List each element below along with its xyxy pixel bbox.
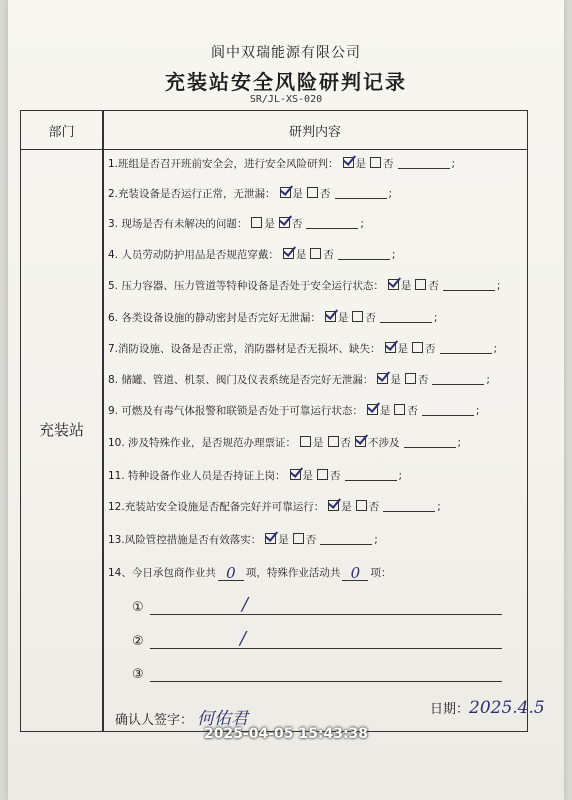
- checkbox-label-no: 否: [428, 280, 439, 292]
- separator: ;: [437, 501, 441, 513]
- entry-line-3[interactable]: [132, 667, 144, 682]
- checkbox-no[interactable]: [356, 500, 367, 511]
- checkbox-label-yes: 是: [379, 405, 391, 417]
- checkbox-no[interactable]: [293, 533, 304, 544]
- checkbox-label-no: 否: [320, 188, 331, 200]
- note-blank[interactable]: [320, 533, 372, 545]
- header-content: 研判内容: [288, 125, 341, 140]
- entry-mark: /: [240, 628, 247, 649]
- date-row: [430, 698, 545, 718]
- checkbox-label-yes: 是: [264, 218, 275, 230]
- checkbox-na[interactable]: [355, 436, 366, 447]
- item-text: 3. 现场是否有未解决的问题：: [108, 218, 248, 230]
- entry-rule: [150, 614, 502, 615]
- checkbox-no[interactable]: [405, 373, 416, 384]
- note-blank[interactable]: [345, 469, 397, 481]
- checkbox-no[interactable]: [307, 187, 318, 198]
- checkbox-label-no: 否: [425, 343, 436, 355]
- checkbox-no[interactable]: [328, 436, 339, 447]
- checklist-item: [108, 404, 479, 418]
- item-text: 2.充装设备是否运行正常，无泄漏：: [108, 188, 276, 200]
- checkbox-label-no: 否: [330, 470, 341, 482]
- department-cell: 充装站: [38, 421, 84, 439]
- checkbox-yes[interactable]: [300, 436, 311, 447]
- signature-label: 确认人签字：: [115, 713, 194, 728]
- special-count[interactable]: 0: [342, 566, 368, 581]
- note-blank[interactable]: [383, 500, 435, 512]
- note-blank[interactable]: [338, 248, 390, 260]
- checkbox-no[interactable]: [352, 311, 363, 322]
- item-text: 4. 人员劳动防护用品是否规范穿戴：: [108, 249, 279, 261]
- note-blank[interactable]: [306, 217, 358, 229]
- entry-line-1[interactable]: [132, 594, 249, 615]
- checklist-item: [108, 342, 497, 356]
- checkbox-label-yes: 是: [390, 374, 401, 386]
- checkbox-label-yes: 是: [295, 249, 307, 261]
- checkbox-label-no: 否: [291, 218, 303, 230]
- item-text: 13.风险管控措施是否有效落实：: [108, 534, 262, 546]
- entry-label: ①: [132, 600, 144, 615]
- note-blank[interactable]: [422, 404, 474, 416]
- checklist-item: [108, 469, 402, 483]
- note-blank[interactable]: [432, 373, 484, 385]
- separator: ;: [451, 158, 456, 170]
- item-text: 12.充装站安全设施是否配备完好并可靠运行：: [108, 501, 325, 513]
- separator: ;: [493, 343, 498, 355]
- checklist-item: [108, 373, 490, 387]
- item-text: 8. 储罐、管道、机泵、阀门及仪表系统是否完好无泄漏：: [108, 374, 374, 386]
- item-14-suffix: 项：: [370, 567, 392, 579]
- signature[interactable]: 何佑君: [197, 709, 249, 729]
- item-14: [108, 566, 391, 581]
- checkbox-no[interactable]: [310, 248, 321, 259]
- separator: ;: [398, 470, 403, 482]
- checkbox-yes[interactable]: [367, 404, 378, 415]
- checkbox-label-no: 否: [383, 158, 394, 170]
- entry-mark: /: [242, 594, 249, 615]
- checkbox-yes[interactable]: [388, 279, 399, 290]
- date-value[interactable]: 2025.4.5: [469, 698, 545, 718]
- checkbox-label-no: 否: [407, 405, 418, 417]
- entry-label: ②: [132, 634, 144, 649]
- checkbox-label-no: 否: [368, 501, 380, 513]
- checkbox-label-yes: 是: [278, 534, 289, 546]
- table-header: [21, 111, 527, 150]
- item-text: 11. 特种设备作业人员是否持证上岗：: [108, 470, 286, 482]
- column-divider: [102, 111, 104, 731]
- checkbox-label-na: 不涉及: [368, 437, 400, 449]
- contractor-count[interactable]: 0: [218, 566, 244, 581]
- checkbox-label-yes: 是: [302, 470, 314, 482]
- separator: ;: [360, 218, 364, 230]
- item-text: 1.班组是否召开班前安全会，进行安全风险研判：: [108, 158, 339, 170]
- separator: ;: [391, 249, 396, 261]
- item-14-mid: 项，特殊作业活动共: [245, 567, 341, 579]
- checkbox-label-yes: 是: [292, 188, 304, 200]
- note-blank[interactable]: [443, 279, 495, 291]
- timestamp-watermark: 2025-04-05 15:43:38: [203, 726, 369, 742]
- company-name: 阆中双瑞能源有限公司: [211, 45, 361, 61]
- header-department: 部门: [48, 125, 75, 140]
- item-14-prefix: 14、今日承包商作业共: [108, 567, 216, 579]
- item-text: 9. 可燃及有毒气体报警和联锁是否处于可靠运行状态：: [108, 405, 363, 417]
- checklist-item: [108, 436, 461, 450]
- separator: ;: [486, 374, 490, 386]
- checkbox-yes[interactable]: [385, 342, 396, 353]
- checkbox-no[interactable]: [370, 157, 381, 168]
- note-blank[interactable]: [404, 436, 456, 448]
- entry-line-2[interactable]: [132, 628, 247, 649]
- note-blank[interactable]: [440, 342, 492, 354]
- checklist-item: [108, 187, 392, 201]
- checklist-item: [108, 157, 455, 171]
- separator: ;: [475, 405, 480, 417]
- checkbox-label-yes: 是: [337, 312, 349, 324]
- date-label: 日期：: [430, 702, 470, 717]
- item-text: 10. 涉及特殊作业，是否规范办理票证：: [108, 437, 297, 449]
- checklist-item: [108, 217, 364, 231]
- checklist-item: [108, 248, 395, 262]
- page-title: 充装站安全风险研判记录: [165, 70, 407, 94]
- entry-label: ③: [132, 667, 144, 682]
- checkbox-yes[interactable]: [280, 187, 291, 198]
- record-table: [20, 110, 528, 732]
- note-blank[interactable]: [380, 311, 432, 323]
- checkbox-label-yes: 是: [313, 437, 324, 449]
- item-text: 5. 压力容器、压力管道等特种设备是否处于安全运行状态：: [108, 280, 384, 292]
- checkbox-label-no: 否: [365, 312, 376, 324]
- separator: ;: [388, 188, 393, 200]
- separator: ;: [433, 312, 438, 324]
- entry-rule: [150, 648, 502, 649]
- note-blank[interactable]: [335, 187, 387, 199]
- checkbox-no[interactable]: [412, 342, 423, 353]
- item-text: 7.消防设施、设备是否正常，消防器材是否无损坏、缺失：: [108, 343, 381, 355]
- checkbox-label-yes: 是: [400, 280, 412, 292]
- checkbox-label-yes: 是: [355, 158, 367, 170]
- checkbox-label-yes: 是: [397, 343, 409, 355]
- checkbox-label-no: 否: [305, 534, 317, 546]
- checkbox-yes[interactable]: [251, 217, 262, 228]
- checkbox-yes[interactable]: [325, 311, 336, 322]
- checklist-item: [108, 279, 500, 293]
- checklist-item: [108, 311, 437, 325]
- checklist-item: [108, 533, 378, 547]
- checkbox-yes[interactable]: [377, 373, 388, 384]
- checkbox-label-no: 否: [340, 437, 352, 449]
- document-code: SR/JL-XS-020: [249, 94, 323, 105]
- separator: ;: [496, 280, 501, 292]
- checkbox-label-no: 否: [323, 249, 334, 261]
- checkbox-yes[interactable]: [290, 469, 301, 480]
- checkbox-yes[interactable]: [343, 157, 354, 168]
- checkbox-no[interactable]: [415, 279, 426, 290]
- separator: ;: [457, 437, 462, 449]
- checkbox-no[interactable]: [279, 217, 290, 228]
- checkbox-no[interactable]: [394, 404, 405, 415]
- checkbox-yes[interactable]: [283, 248, 294, 259]
- separator: ;: [374, 534, 378, 546]
- checkbox-yes[interactable]: [328, 500, 339, 511]
- checkbox-yes[interactable]: [265, 533, 276, 544]
- checkbox-label-yes: 是: [341, 501, 352, 513]
- note-blank[interactable]: [398, 157, 450, 169]
- checkbox-label-no: 否: [417, 374, 429, 386]
- item-text: 6. 各类设备设施的静动密封是否完好无泄漏：: [108, 312, 321, 324]
- checkbox-no[interactable]: [317, 469, 328, 480]
- entry-rule: [150, 681, 502, 682]
- checklist-item: [108, 500, 441, 514]
